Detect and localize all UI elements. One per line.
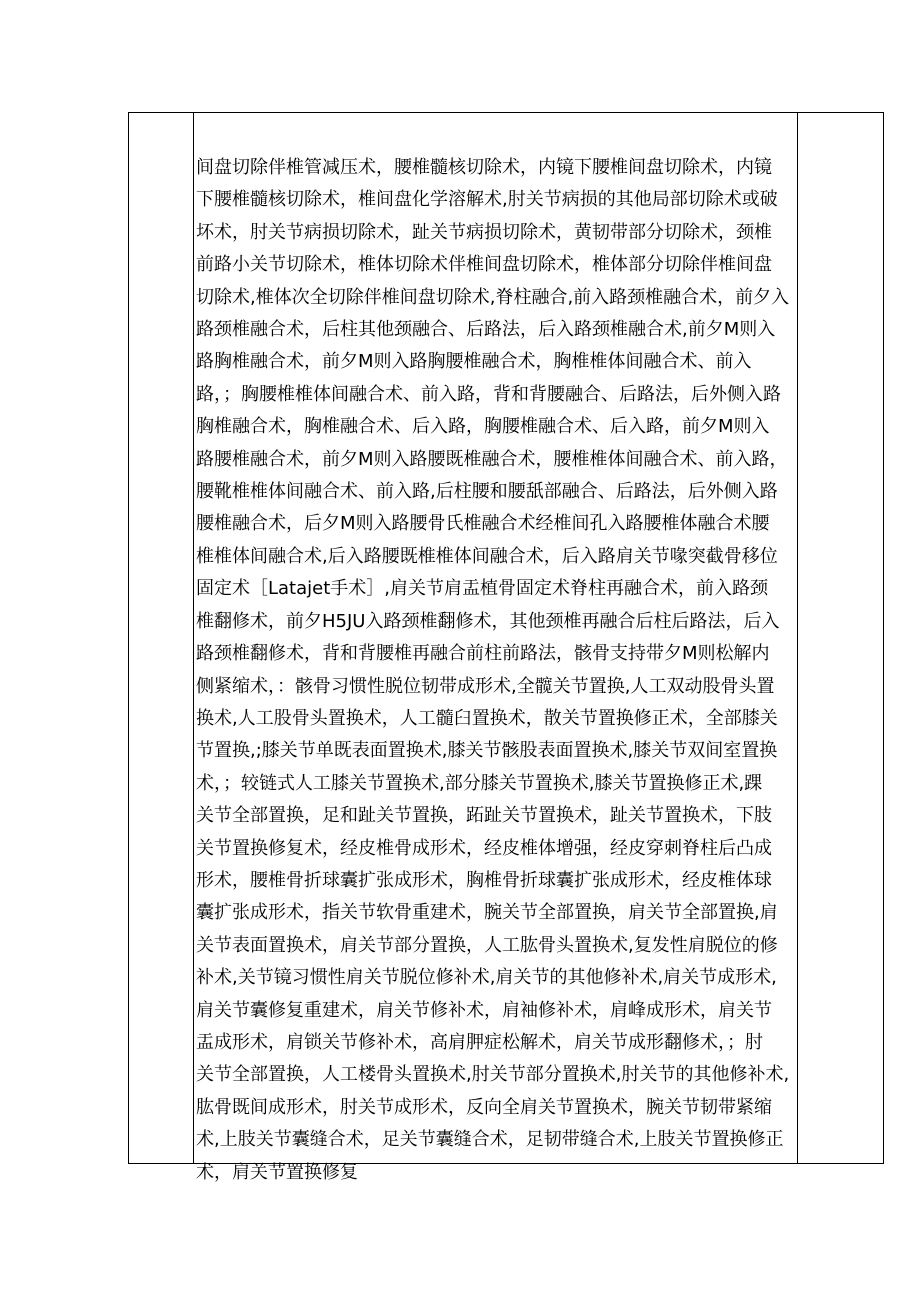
procedure-list-text: 间盘切除伴椎管减压术，腰椎髓核切除术，内镜下腰椎间盘切除术，内镜 下腰椎髓核切除术，椎间盘化学溶解术,肘关节病损的其他局部切除术或破 坏术，肘关节病损切除术，趾关节病损切除术，黄韧带部分切除术，颈椎 前路小关节切除术，椎体切除术伴椎间盘切除术，椎体部分切除伴椎间盘 切除术,椎体次全切除伴椎间盘切除术,脊柱融合,前入路颈椎融合术，前夕入 路颈椎融合术，后柱其他颈融合、后路法，后入路颈椎融合术,前夕M则入 路胸椎融合术，前夕M则入路胸腰椎融合术，胸椎椎体间融合术、前入 路，；胸腰椎椎体间融合术、前入路，背和背腰融合、后路法，后外侧入路 胸椎融合术，胸椎融合术、后入路，胸腰椎融合术、后入路，前夕M则入 路腰椎融合术，前夕M则入路腰既椎融合术，腰椎椎体间融合术、前入路， 腰靴椎椎体间融合术、前入路,后柱腰和腰舐部融合、后路法，后外侧入路 腰椎融合术，后夕M则入路腰骨氏椎融合术经椎间孔入路腰椎体融合术腰 椎椎体间融合术,后入路腰既椎椎体间融合术，后入路肩关节喙突截骨移位 固定术［Latajet手术］,肩关节肩盂植骨固定术脊柱再融合术，前入路颈 椎翻修术，前夕H5JU入路颈椎翻修术，其他颈椎再融合后柱后路法，后入 路颈椎翻修术，背和背腰椎再融合前柱前路法，骸骨支持带夕M则松解内 侧紧缩术，：骸骨习惯性脱位韧带成形术,全髋关节置换,人工双动股骨头置 换术,人工股骨头置换术，人工髓臼置换术，散关节置换修正术，全部膝关 节置换,;膝关节单既表面置换术,膝关节骸股表面置换术,膝关节双间室置换 术，；较链式人工膝关节置换术,部分膝关节置换术,膝关节置换修正术,踝 关节全部置换，足和趾关节置换，跖趾关节置换术，趾关节置换术，下肢 关节置换修复术，经皮椎骨成形术，经皮椎体增强，经皮穿刺脊柱后凸成 形术，腰椎骨折球囊扩张成形术，胸椎骨折球囊扩张成形术，经皮椎体球 囊扩张成形术，指关节软骨重建术，腕关节全部置换，肩关节全部置换,肩 关节表面置换术，肩关节部分置换，人工肱骨头置换术,复发性肩脱位的修 补术,关节镜习惯性肩关节脱位修补术,肩关节的其他修补术,肩关节成形术, 肩关节囊修复重建术，肩关节修补术，肩袖修补术，肩峰成形术，肩关节 盂成形术，肩锁关节修补术，高肩胛症松解术，肩关节成形翻修术，；肘 关节全部置换，人工楼骨头置换术,肘关节部分置换术,肘关节的其他修补术, 肱骨既间成形术，肘关节成形术，反向全肩关节置换术，腕关节韧带紧缩 术,上肢关节囊缝合术，足关节囊缝合术，足韧带缝合术,上肢关节置换修正 术，肩关节置换修复 — [196, 157, 790, 1183]
table-column-divider-right — [797, 113, 798, 1163]
procedure-table — [128, 112, 884, 1183]
table-column-divider-left — [193, 113, 194, 1163]
